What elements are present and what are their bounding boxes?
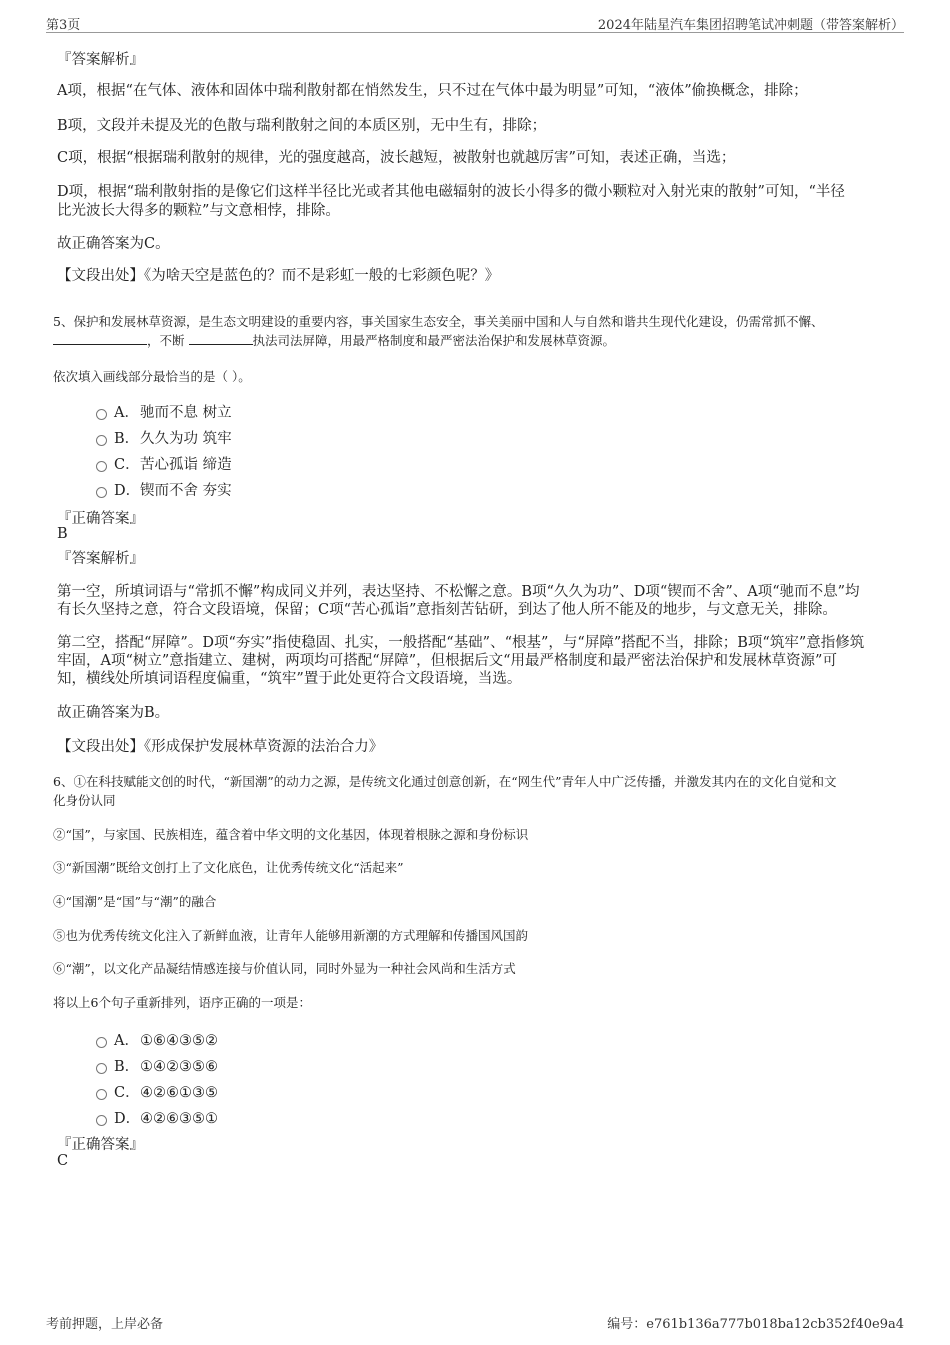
radio-icon[interactable]: [96, 409, 107, 420]
radio-icon[interactable]: [96, 487, 107, 498]
question-6-sentence-6: ⑥“潮”，以文化产品凝结情感连接与价值认同，同时外显为一种社会风尚和生活方式: [53, 961, 516, 976]
option-letter: B．: [114, 1059, 140, 1075]
blank-2: [189, 332, 253, 345]
answer-label: 『正确答案』: [57, 511, 144, 527]
option-d[interactable]: [96, 1107, 218, 1127]
option-text: 苦心孤诣 缔造: [140, 457, 232, 473]
analysis-b: B项，文段并未提及光的色散与瑞利散射之间的本质区别，无中生有，排除；: [57, 118, 547, 134]
answer-label: 『正确答案』: [57, 1137, 144, 1153]
stem-text-end: 执法司法屏障，用最严格制度和最严密法治保护和发展林草资源。: [252, 333, 616, 348]
option-letter: A．: [114, 1033, 139, 1049]
option-letter: D．: [114, 483, 141, 499]
option-b[interactable]: [96, 427, 232, 447]
option-text: 锲而不舍 夯实: [140, 483, 232, 499]
answer-value: C: [57, 1153, 69, 1169]
page-footer: [46, 1313, 904, 1331]
option-text: ①⑥④③⑤②: [140, 1033, 218, 1049]
option-text: 驰而不息 树立: [140, 405, 232, 421]
question-5-prompt: 依次填入画线部分最恰当的是（ ）。: [53, 369, 251, 384]
option-d[interactable]: [96, 479, 232, 499]
question-6-sentence-4: ④“国潮”是“国”与“潮”的融合: [53, 894, 217, 909]
option-b[interactable]: [96, 1055, 218, 1075]
option-text: ①④②③⑤⑥: [140, 1059, 218, 1075]
radio-icon[interactable]: [96, 1089, 107, 1100]
analysis-p2-line2: 牢固，A项“树立”意指建立、建树，两项均可搭配“屏障”，但根据后文“用最严格制度和最严密法治保护和发展林草资源”可: [57, 653, 837, 669]
option-c[interactable]: [96, 1081, 218, 1101]
source: 【文段出处】《形成保护发展林草资源的法治合力》: [57, 739, 384, 755]
analysis-label: 『答案解析』: [57, 551, 144, 567]
footer-slogan: 考前押题，上岸必备: [46, 1317, 164, 1332]
radio-icon[interactable]: [96, 1115, 107, 1126]
radio-icon[interactable]: [96, 1037, 107, 1048]
question-6-sentence-1-line1: 6、①在科技赋能文创的时代，“新国潮”的动力之源，是传统文化通过创意创新，在“网生代”青年人中广泛传播，并激发其内在的文化自觉和文: [53, 774, 837, 789]
document-id: 编号：e761b136a777b018ba12cb352f40e9a4: [607, 1317, 904, 1332]
analysis-c: C项，根据“根据瑞利散射的规律，光的强度越高，波长越短，被散射也就越厉害”可知，表述正确，当选；: [57, 150, 736, 166]
page-header: [46, 14, 904, 33]
page-number: 第3页: [46, 18, 81, 33]
analysis-p1-line2: 有长久坚持之意，符合文段语境，保留；C项“苦心孤诣”意指刻苦钻研，到达了他人所不能及的地步，与文意无关，排除。: [57, 602, 837, 618]
question-6-sentence-1-line2: 化身份认同: [53, 793, 116, 808]
question-5-stem-line1: 5、保护和发展林草资源，是生态文明建设的重要内容，事关国家生态安全，事关美丽中国和人与自然和谐共生现代化建设，仍需常抓不懈、: [53, 314, 824, 329]
option-a[interactable]: [96, 1029, 218, 1049]
stem-text-mid: ，不断: [147, 333, 185, 348]
option-text: ④②⑥③⑤①: [140, 1111, 218, 1127]
option-letter: D．: [114, 1111, 141, 1127]
analysis-p1-line1: 第一空，所填词语与“常抓不懈”构成同义并列，表达坚持、不松懈之意。B项“久久为功”、D项“锲而不舍”、A项“驰而不息”均: [57, 584, 860, 600]
option-letter: B．: [114, 431, 140, 447]
question-5-stem-line2: [53, 331, 888, 351]
analysis-p2-line1: 第二空，搭配“屏障”。D项“夯实”指使稳固、扎实，一般搭配“基础”、“根基”，与“屏障”搭配不当，排除；B项“筑牢”意指修筑: [57, 635, 865, 651]
option-text: ④②⑥①③⑤: [140, 1085, 218, 1101]
option-letter: C．: [114, 457, 140, 473]
option-a[interactable]: [96, 401, 232, 421]
option-c[interactable]: [96, 453, 232, 473]
answer-value: B: [57, 526, 68, 542]
document-title: 2024年陆星汽车集团招聘笔试冲刺题（带答案解析）: [597, 18, 904, 33]
question-6-prompt: 将以上6个句子重新排列，语序正确的一项是：: [53, 995, 311, 1010]
analysis-d-line1: D项，根据“瑞利散射指的是像它们这样半径比光或者其他电磁辐射的波长小得多的微小颗粒对入射光束的散射”可知，“半径: [57, 184, 845, 200]
radio-icon[interactable]: [96, 435, 107, 446]
analysis-p2-line3: 知，横线处所填词语程度偏重，“筑牢”置于此处更符合文段语境，当选。: [57, 671, 522, 687]
question-6-sentence-5: ⑤也为优秀传统文化注入了新鲜血液，让青年人能够用新潮的方式理解和传播国风国韵: [53, 928, 529, 943]
question-6-sentence-3: ③“新国潮”既给文创打上了文化底色，让优秀传统文化“活起来”: [53, 860, 404, 875]
radio-icon[interactable]: [96, 1063, 107, 1074]
option-text: 久久为功 筑牢: [140, 431, 232, 447]
radio-icon[interactable]: [96, 461, 107, 472]
option-letter: C．: [114, 1085, 140, 1101]
analysis-a: A项，根据“在气体、液体和固体中瑞利散射都在悄然发生，只不过在气体中最为明显”可知，“液体”偷换概念，排除；: [57, 83, 808, 99]
source: 【文段出处】《为啥天空是蓝色的？而不是彩虹一般的七彩颜色呢？》: [57, 268, 500, 284]
analysis-label: 『答案解析』: [57, 52, 144, 68]
option-letter: A．: [114, 405, 139, 421]
conclusion: 故正确答案为B。: [57, 705, 170, 721]
question-6-sentence-2: ②“国”，与家国、民族相连，蕴含着中华文明的文化基因，体现着根脉之源和身份标识: [53, 827, 529, 842]
conclusion: 故正确答案为C。: [57, 236, 170, 252]
blank-1: [53, 332, 147, 345]
analysis-d-line2: 比光波长大得多的颗粒”与文意相悖，排除。: [57, 203, 340, 219]
